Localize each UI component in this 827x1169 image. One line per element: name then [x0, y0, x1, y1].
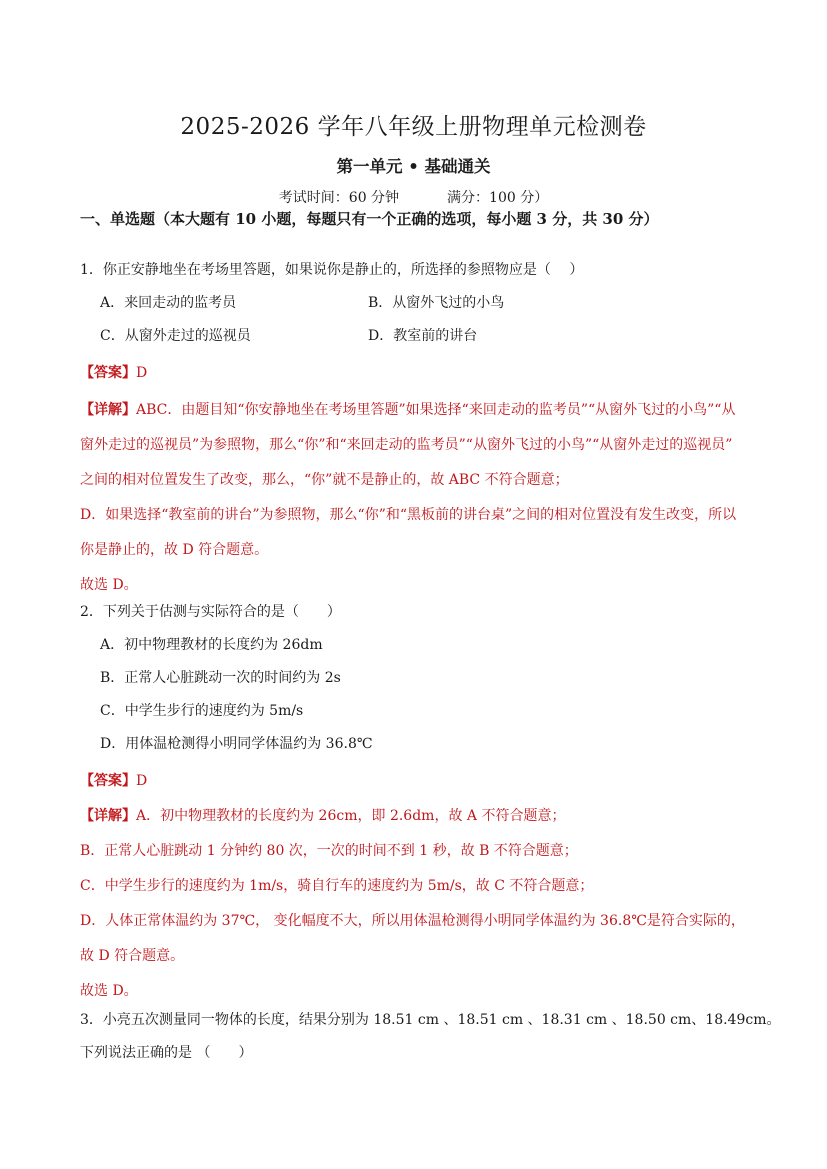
q2-detail-text1: A．初中物理教材的长度约为 26cm，即 2.6dm，故 A 不符合题意；: [136, 808, 566, 824]
q1-answer-tag: 【答案】: [80, 365, 136, 381]
q2-answer-value: D: [136, 773, 148, 789]
q1-option-b: B．从窗外飞过的小鸟: [368, 295, 505, 311]
q2-detail-line1: [80, 800, 752, 833]
q3-stem-line1: 3．小亮五次测量同一物体的长度，结果分别为 18.51 cm 、18.51 cm 、18.31 cm 、18.50 cm、18.49cm。: [80, 1012, 781, 1028]
q1-detail-line5: 你是静止的，故 D 符合题意。: [80, 542, 269, 558]
q2-detail-tag: 【详解】: [80, 808, 136, 824]
section-title: 一、单选题（本大题有 10 小题，每题只有一个正确的选项，每小题 3 分，共 30 分）: [80, 210, 659, 228]
q1-options-row2: [80, 320, 752, 353]
questions-content: [80, 254, 781, 1070]
q2-option-a: A．初中物理教材的长度约为 26dm: [100, 637, 323, 653]
q1-option-d: D．教室前的讲台: [368, 328, 478, 344]
q1-detail-line4: D．如果选择“教室前的讲台”为参照物，那么“你”和“黑板前的讲台桌”之间的相对位置没有发生改变，所以: [80, 507, 737, 523]
q2-detail-line4: D．人体正常体温约为 37℃， 变化幅度不大，所以用体温枪测得小明同学体温约为 36.8℃是符合实际的，: [80, 913, 745, 929]
q2-answer: [80, 765, 752, 798]
q2-option-c: C．中学生步行的速度约为 5m/s: [100, 703, 304, 719]
q1-options-row1: [80, 287, 752, 320]
exam-subtitle: 第一单元 • 基础通关: [336, 157, 491, 176]
q1-stem: 1．你正安静地坐在考场里答题，如果说你是静止的，所选择的参照物应是（ ）: [80, 262, 584, 278]
exam-meta: [0, 187, 827, 207]
q2-conclusion: 故选 D。: [80, 983, 138, 999]
exam-title: 2025-2026 学年八年级上册物理单元检测卷: [180, 114, 647, 140]
q1-detail-tag: 【详解】: [80, 402, 136, 418]
q1-answer: [80, 357, 752, 390]
q2-option-d: D．用体温枪测得小明同学体温约为 36.8℃: [100, 736, 373, 752]
q1-detail-line3: 之间的相对位置发生了改变，那么，“你”就不是静止的，故 ABC 不符合题意；: [80, 472, 569, 488]
q2-answer-tag: 【答案】: [80, 773, 136, 789]
full-score: 满分：100 分）: [447, 190, 549, 206]
q2-detail-line3: C．中学生步行的速度约为 1m/s，骑自行车的速度约为 5m/s，故 C 不符合题意；: [80, 878, 594, 894]
q1-detail-text1: ABC．由题目知“你安静地坐在考场里答题”如果选择“来回走动的监考员”“从窗外飞过的小鸟”“从: [136, 402, 736, 418]
exam-time: 考试时间：60 分钟: [278, 190, 400, 206]
q2-detail-line2: B．正常人心脏跳动 1 分钟约 80 次，一次的时间不到 1 秒，故 B 不符合题意；: [80, 843, 578, 859]
q3-stem-line2: 下列说法正确的是 （ ）: [80, 1045, 253, 1061]
q1-option-c: C．从窗外走过的巡视员: [100, 328, 251, 344]
q1-conclusion: 故选 D。: [80, 577, 138, 593]
q2-stem: 2．下列关于估测与实际符合的是（ ）: [80, 604, 341, 620]
q1-detail-line2: 窗外走过的巡视员”为参照物，那么“你”和“来回走动的监考员”“从窗外飞过的小鸟”“从窗外走过的巡视员”: [80, 437, 733, 453]
q1-option-a: A．来回走动的监考员: [100, 295, 237, 311]
q1-detail-line1: [80, 394, 752, 427]
q2-detail-line5: 故 D 符合题意。: [80, 948, 185, 964]
q2-option-b: B．正常人心脏跳动一次的时间约为 2s: [100, 670, 341, 686]
q1-answer-value: D: [136, 365, 148, 381]
